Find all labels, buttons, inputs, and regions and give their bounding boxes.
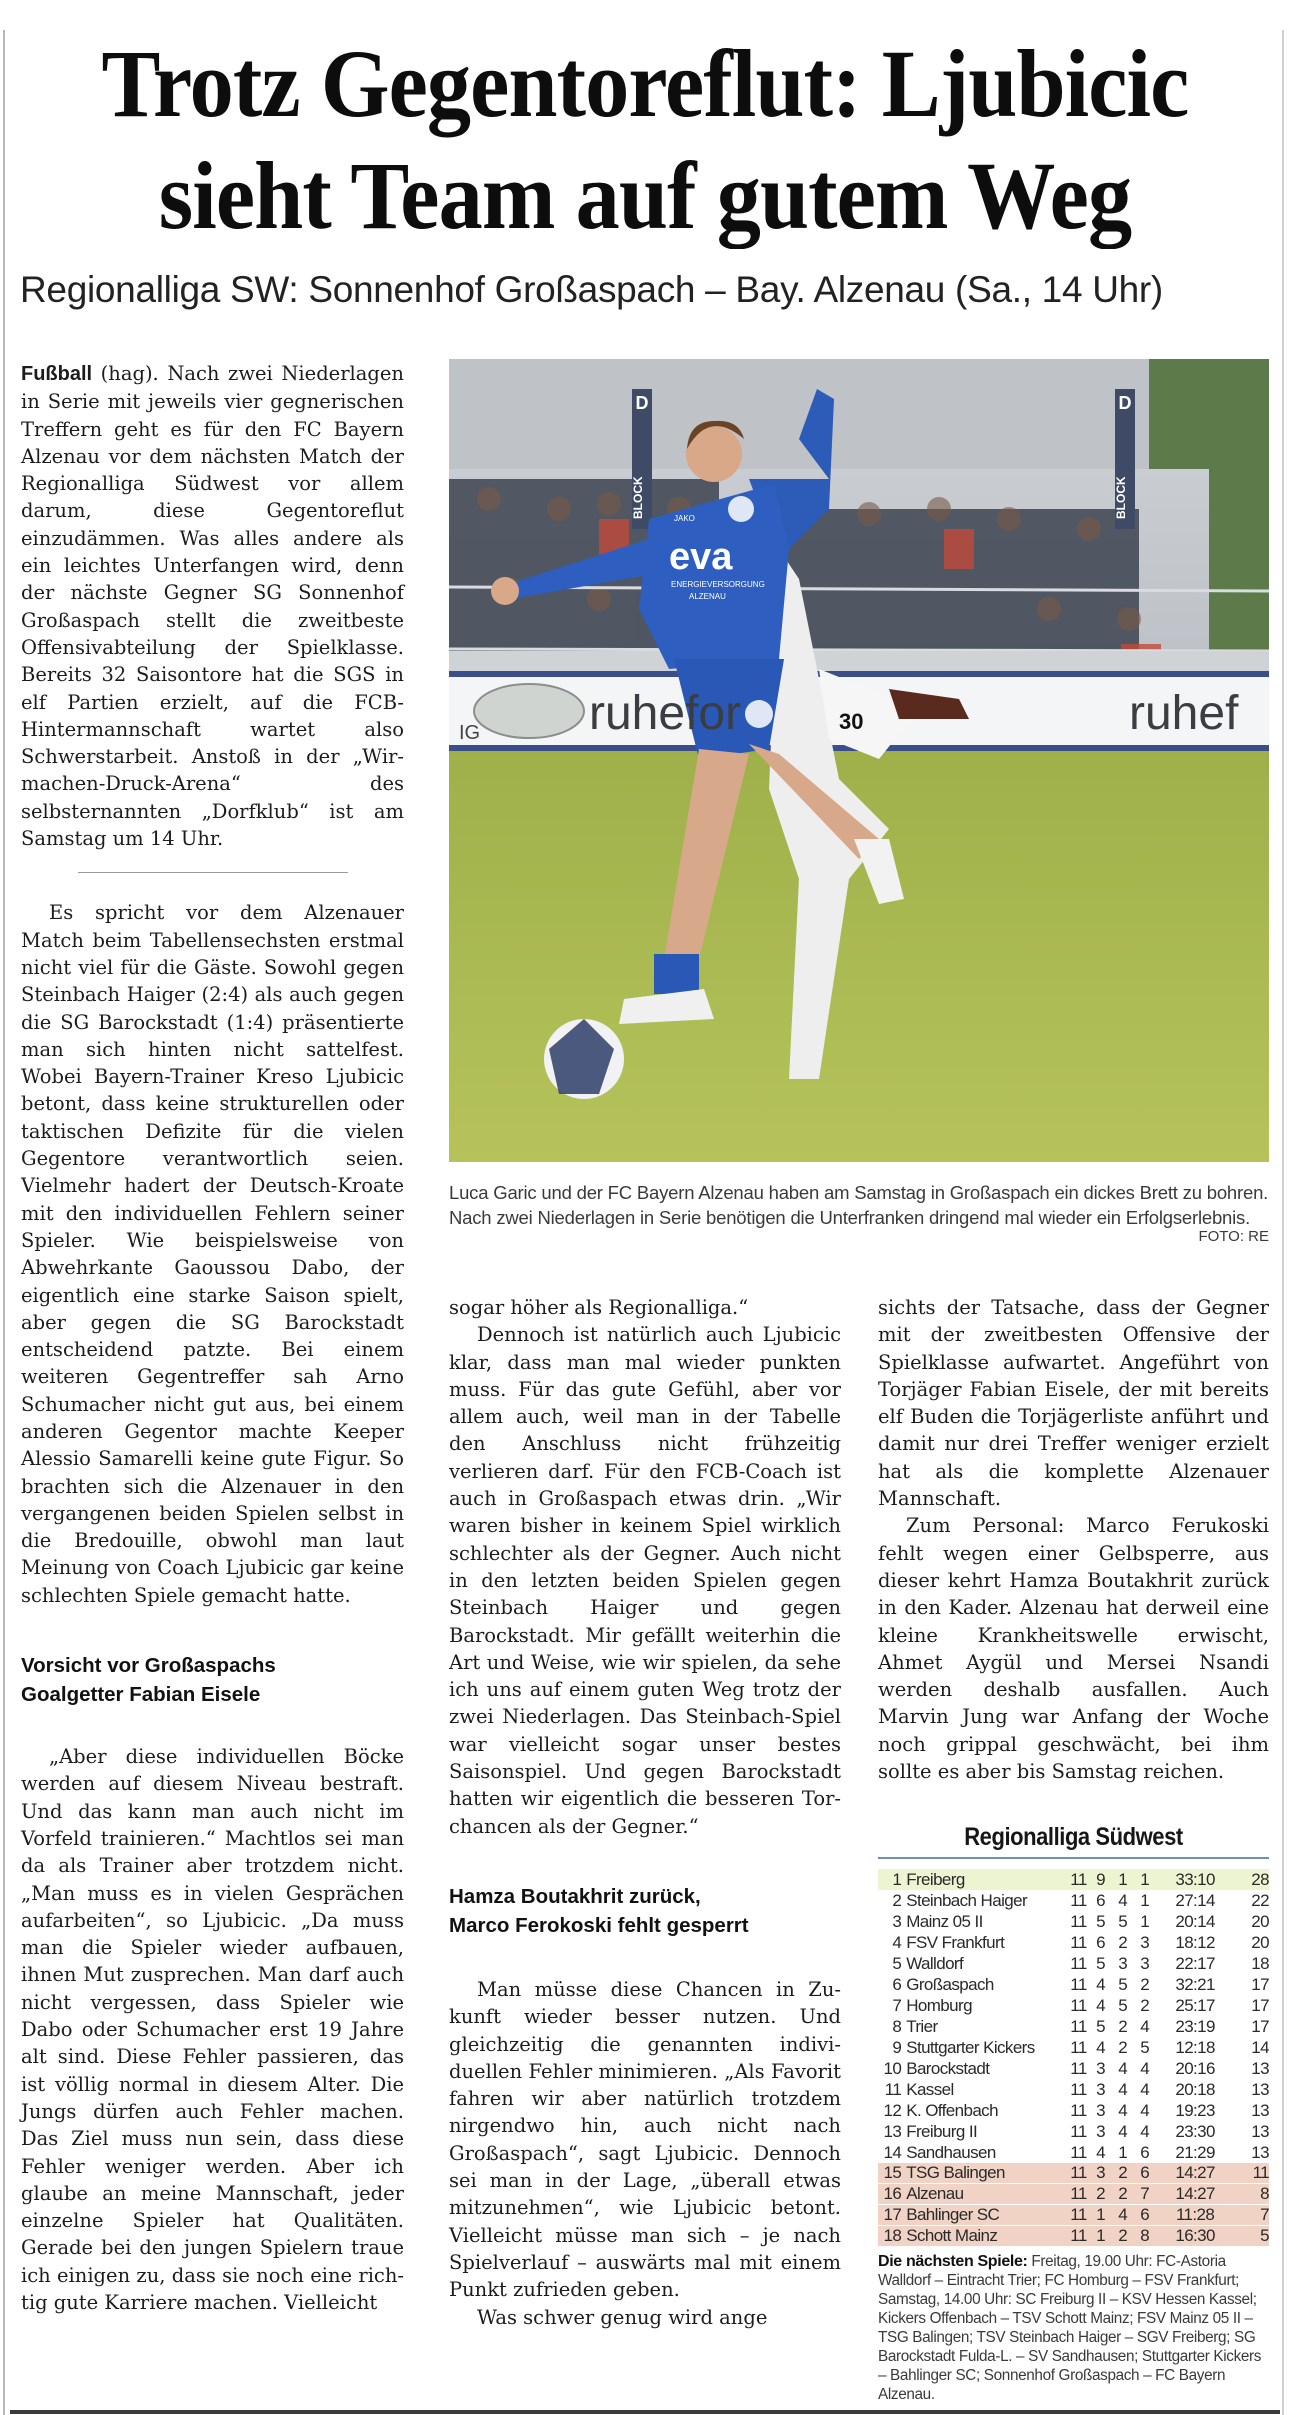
svg-text:IG: IG [459,722,481,744]
table-rank: 18 [883,2226,902,2245]
table-rank: 11 [884,2080,902,2099]
body-paragraph: „Aber diese individuellen Böcke werden auf diesem Niveau bestraft. Und das kann man auch nicht im Vorfeld trainieren.“ Machtlos sei man da als Trainer aber trotzdem nicht. „Man muss es in vielen Gesprächen aufarbeiten“, so Ljubicic. „Da muss man die Spieler wieder aufbauen, ihnen Mut zusprechen. Man darf auch nicht vergessen, dass Spieler wie Dabo oder Schumacher erst 19 Jahre alt sind. Diese Fehler passieren, das ist völlig normal in diesem Alter. Die Jungs dürfen auch Fehler machen. Das Ziel muss nun sein, dass diese Fehler weniger werden. Aber ich glaube an meine Mannschaft, jeder einzelne Spieler hat Qualitäten. Gerade bei den jungen Spielern traue ich einigen zu, dass sie noch eine richtig gute Karriere machen. Vielleicht [21,1745,404,2314]
body-paragraph: Zum Personal: Marco Ferukoski fehlt wegen einer Gelbsperre, aus dieser kehrt Hamza Boutakhrit zurück in den Kader. Alzenau hat derweil eine kleine Krankheitswelle erwischt, Ahmet Aygül und Mersei Nsandi werden deshalb ausfallen. Auch Marvin Jung war Anfang der Woche noch grippal geschwächt, bei ihm sollte es aber bis Samstag reichen. [878,1514,1269,1784]
block-sign-right [1114,389,1135,529]
table-goals: 14:27 [1175,2184,1215,2203]
body-paragraph-continuation: sichts der Tatsache, dass der Gegner mit der zweitbesten Offensive der Spielklasse aufwartet. Angeführt von Torjäger Fabian Eisele, der mit bereits elf Buden die Torjägerliste anführt und damit nur drei Treffer weniger erzielt hat als die komplette Alzenauer Mannschaft. [878,1296,1269,1511]
table-team: Homburg [906,1996,972,2015]
table-lost: 2 [1140,1975,1150,1994]
table-team: Bahlinger SC [906,2205,1000,2224]
table-goals: 23:30 [1175,2122,1215,2141]
table-row [878,2163,1269,2183]
table-points: 13 [1251,2080,1269,2099]
table-points: 17 [1251,2017,1269,2036]
table-row [878,2058,1269,2079]
bottom-rule [10,2410,1280,2414]
table-row [878,1974,1269,1995]
table-played: 11 [1070,2163,1087,2182]
article-column-3 [878,1294,1269,1785]
table-points: 28 [1251,1870,1269,1889]
table-played: 11 [1070,2184,1087,2203]
table-drawn: 5 [1118,1975,1128,1994]
table-won: 4 [1096,1975,1105,1994]
table-drawn: 4 [1118,2080,1128,2099]
subhead-personal-line-2: Marco Ferokoski fehlt gesperrt [449,1913,749,1937]
table-lost: 1 [1140,1891,1150,1910]
table-row [878,2142,1269,2163]
table-goals: 22:17 [1175,1954,1215,1973]
table-played: 11 [1070,1870,1087,1889]
table-points: 13 [1251,2059,1269,2078]
table-goals: 27:14 [1175,1891,1215,1910]
table-row [878,1953,1269,1974]
football [544,1019,624,1099]
table-team: TSG Balingen [906,2163,1005,2182]
subhead-eisele-line-1: Vorsicht vor Großaspachs [21,1654,276,1678]
table-points: 13 [1251,2122,1269,2141]
table-drawn: 2 [1118,2184,1128,2203]
headline [64,28,1225,252]
table-drawn: 4 [1118,2122,1128,2141]
table-goals: 12:18 [1175,2038,1215,2057]
table-won: 2 [1096,2184,1105,2203]
table-goals: 14:27 [1175,2163,1215,2182]
table-won: 5 [1096,2017,1105,2036]
table-played: 11 [1070,1912,1087,1931]
table-won: 3 [1096,2059,1105,2078]
table-won: 4 [1096,2038,1105,2057]
table-goals: 20:18 [1175,2080,1215,2099]
table-goals: 21:29 [1175,2143,1215,2162]
table-drawn: 2 [1118,2038,1128,2057]
table-drawn: 1 [1118,2143,1128,2162]
table-row [878,1995,1269,2016]
table-rank: 6 [892,1975,902,1994]
table-row [878,2121,1269,2142]
article-column-1 [21,360,404,2316]
table-team: FSV Frankfurt [906,1933,1005,1952]
table-drawn: 4 [1118,1891,1128,1910]
table-team: Mainz 05 II [906,1912,983,1931]
table-rank: 16 [883,2184,902,2203]
svg-text:D: D [635,393,649,413]
table-lost: 4 [1140,2101,1150,2120]
table-won: 1 [1096,2226,1105,2245]
table-goals: 32:21 [1175,1975,1215,1994]
league-table-rule [878,1857,1269,1859]
table-lost: 8 [1140,2226,1150,2245]
table-team: Großaspach [906,1975,994,1994]
table-lost: 4 [1140,2122,1150,2141]
table-goals: 20:14 [1175,1912,1215,1931]
table-goals: 25:17 [1175,1996,1215,2015]
table-won: 3 [1096,2122,1105,2141]
table-lost: 6 [1140,2205,1150,2224]
lead-paragraph [21,360,404,852]
table-rank: 13 [883,2122,902,2141]
lead-label: Fußball [21,363,93,385]
caption-text: Luca Garic und der FC Bayern Alzenau haben am Samstag in Großaspach ein dickes Brett zu bohren. Nach zwei Niederlagen in Serie benötigen die Unterfranken dringend mal wieder ein Erfolgserlebnis. [449,1182,1269,1228]
subhead-personal [449,1882,841,1940]
table-row [878,2079,1269,2100]
table-lost: 5 [1140,2038,1150,2057]
board-text: ruhefor [589,687,742,740]
table-rank: 4 [892,1933,902,1952]
table-points: 20 [1251,1912,1269,1931]
table-rank: 5 [892,1954,902,1973]
page-border-right [1282,30,1284,2415]
table-lost: 2 [1140,1996,1150,2015]
table-rank: 9 [892,2038,902,2057]
table-won: 6 [1096,1891,1105,1910]
table-team: Trier [906,2017,938,2036]
next-games-text: Freitag, 19.00 Uhr: FC-Astoria Walldorf – Eintracht Trier; FC Homburg – FSV Frankfurt; Samstag, 14.00 Uhr: SC Freiburg II – KSV Hessen Kassel; Kickers Offenbach – TSV Schott Mainz; FSV Mainz 05 II – TSG Balingen; TSV Steinbach Haiger – SGV Freiberg; SG Barockstadt Fulda-L. – SV Sandhausen; Stuttgarter Kickers – Bahlinger SC; Sonnenhof Großaspach – FC Bayern Alzenau. [878,2253,1262,2403]
table-played: 11 [1070,1891,1087,1910]
table-rank: 3 [892,1912,902,1931]
table-points: 7 [1260,2205,1269,2224]
table-goals: 19:23 [1175,2101,1215,2120]
table-played: 11 [1070,1954,1087,1973]
next-games-label: Die nächsten Spiele: [878,2253,1028,2270]
table-points: 17 [1251,1975,1269,1994]
table-lost: 4 [1140,2080,1150,2099]
svg-text:30: 30 [839,709,864,734]
table-won: 6 [1096,1933,1105,1952]
next-games [878,2252,1269,2404]
table-lost: 1 [1140,1912,1150,1931]
table-won: 9 [1096,1870,1105,1889]
svg-text:ruhef: ruhef [1129,687,1239,740]
table-row [878,2100,1269,2121]
table-rank: 14 [883,2143,902,2162]
subhead-eisele [21,1651,404,1709]
table-won: 5 [1096,1912,1105,1931]
table-rank: 8 [892,2017,902,2036]
table-points: 5 [1260,2226,1269,2245]
table-won: 4 [1096,1996,1105,2015]
table-team: Freiburg II [906,2122,978,2141]
table-points: 20 [1251,1933,1269,1952]
table-team: Kassel [906,2080,954,2099]
table-won: 3 [1096,2101,1105,2120]
table-row [878,1932,1269,1953]
svg-text:JAKO: JAKO [674,514,695,523]
table-team: Steinbach Haiger [906,1891,1028,1910]
table-goals: 11:28 [1175,2205,1215,2224]
stadium-roof [449,359,1269,479]
svg-text:ENERGIEVERSORGUNG: ENERGIEVERSORGUNG [671,580,765,589]
table-lost: 6 [1140,2163,1150,2182]
table-goals: 16:30 [1175,2226,1215,2245]
table-lost: 3 [1140,1933,1150,1952]
table-team: K. Offenbach [906,2101,998,2120]
table-rank: 2 [892,1891,902,1910]
table-team: Stuttgarter Kickers [906,2038,1035,2057]
table-played: 11 [1070,2205,1087,2224]
table-points: 18 [1251,1954,1269,1973]
table-team: Sandhausen [906,2143,996,2162]
table-rank: 15 [883,2163,902,2182]
table-played: 11 [1070,2038,1087,2057]
table-points: 11 [1252,2163,1269,2182]
table-drawn: 1 [1118,1870,1128,1889]
body-paragraph: Man müsse diese Chancen in Zukunft wieder besser nutzen. Und gleichzeitig die genannten individuellen Fehler minimieren. „Als Favorit fahren wir aber natürlich trotzdem nirgendwo hin, auch nicht nach Großaspach“, sagt Ljubicic. Dennoch sei man in der Lage, „überall etwas mitzunehmen“, wie Ljubicic betont. Vielleicht müsse man sich – je nach Spielverlauf – auswärts mal mit einem Punkt zufrieden geben. [449,1977,841,2302]
svg-text:eva: eva [669,536,733,578]
table-lost: 4 [1140,2059,1150,2078]
table-points: 14 [1251,2038,1269,2057]
body-paragraph: Dennoch ist natürlich auch Ljubicic klar, dass man mal wieder punkten muss. Für das gute Gefühl, aber vor allem auch, weil man in der Tabelle den Anschluss nicht frühzeitig verlieren darf. Für den FCB-Coach ist auch in Großaspach etwas drin. „Wir waren bisher in keinem Spiel wirklich schlechter als der Gegner. Auch nicht in den letzten beiden Spielen gegen Steinbach Haiger und gegen Barockstadt. Mir gefällt weiterhin die Art und Weise, wie wir spielen, da sehe ich uns auf einem guten Weg trotz der zwei Niederlagen. Das Steinbach-Spiel war vielleicht sogar unser bestes Saisonspiel. Und gegen Barockstadt hatten wir eigentlich die besseren Torchancen als der Gegner.“ [449,1323,841,1838]
football-photo-illustration [449,359,1269,1162]
table-points: 8 [1260,2184,1269,2203]
table-rank: 17 [883,2205,902,2224]
table-played: 11 [1070,2143,1087,2162]
table-played: 11 [1070,1996,1087,2015]
table-won: 4 [1096,2143,1105,2162]
table-rank: 7 [892,1996,902,2015]
table-rank: 12 [883,2101,902,2120]
svg-text:BLOCK: BLOCK [1114,476,1128,519]
body-paragraph: Es spricht vor dem Alzenauer Match beim Tabellensechsten erstmal nicht viel für die Gäste. Sowohl gegen Steinbach Haiger (2:4) als auch gegen die SG Barockstadt (1:4) präsentierte man sich hinten nicht sattelfest. Wobei Bayern-Trainer Kreso Ljubicic betont, dass keine strukturellen oder taktischen Defizite für die vielen Gegentore verantwortlich seien. Vielmehr hadert der Deutsch-Kroate mit den individuellen Fehlern seiner Spieler. Wie beispielsweise von Abwehrkante Gaoussou Dabo, der eigentlich eine starke Saison spielt, aber gegen die SG Barockstadt entscheidend patzte. Bei einem weiteren Gegentreffer sah Arno Schumacher nicht gut aus, bei einem anderen Gegentor machte Keeper Alessio Samarelli keine gute Figur. So brachten sich die Alzenauer in den vergangenen beiden Spielen selbst in die Bredouille, obwohl man laut Meinung von Coach Ljubicic gar keine schlechten Spiele gemacht hatte. [21,901,404,1607]
table-lost: 6 [1140,2143,1150,2162]
subhead-eisele-line-2: Goalgetter Fabian Eisele [21,1683,261,1707]
table-row [878,2016,1269,2037]
headline-line-1: Trotz Gegentoreflut: Ljubicic [101,30,1189,137]
page-border-left [3,30,5,2415]
table-played: 11 [1070,2080,1087,2099]
body-paragraph-continuation: sogar höher als Regionalliga.“ [449,1296,749,1319]
league-table [878,1812,1269,2404]
table-drawn: 2 [1118,1933,1128,1952]
lead-text: (hag). Nach zwei Niederlagen in Serie mit jeweils vier gegnerischen Treffern geht es für den FC Bayern Alzenau vor dem nächsten Match der Regionalliga Südwest vor allem darum, diese Gegentoreflut einzudämmen. Was alles andere als ein leichtes Unterfangen wird, denn der nächste Gegner SG Sonnenhof Großaspach stellt die zweitbeste Offensivabteilung der Spielklasse. Bereits 32 Saisontore hat die SGS in elf Partien erzielt, auf die FCB-Hintermannschaft wartet also Schwerstarbeit. Anstoß in der „Wir-machen-Druck-Arena“ des selbsternannten „Dorfklub“ ist am Samstag um 14 Uhr. [21,362,404,851]
article-photo [449,359,1269,1162]
table-played: 11 [1070,2017,1087,2036]
table-goals: 23:19 [1175,2017,1215,2036]
table-drawn: 4 [1118,2101,1128,2120]
table-lost: 1 [1140,1870,1150,1889]
table-won: 3 [1096,2080,1105,2099]
table-played: 11 [1070,2226,1087,2245]
table-row [878,2226,1269,2246]
table-lost: 4 [1140,2017,1150,2036]
photo-caption [449,1180,1269,1246]
table-row [878,1890,1269,1911]
body-paragraph: Was schwer genug wird ange [477,2305,768,2329]
table-row [878,2184,1269,2204]
table-row [878,2037,1269,2058]
table-rank: 10 [883,2059,902,2078]
subhead-personal-line-1: Hamza Boutakhrit zurück, [449,1884,701,1908]
table-played: 11 [1070,2101,1087,2120]
table-goals: 33:10 [1175,1870,1215,1889]
table-team: Barockstadt [906,2059,990,2078]
table-won: 3 [1096,2163,1105,2182]
block-sign-left [631,389,652,529]
table-drawn: 5 [1118,1996,1128,2015]
svg-text:ALZENAU: ALZENAU [689,592,726,601]
table-played: 11 [1070,2059,1087,2078]
table-drawn: 5 [1118,1912,1128,1931]
table-row [878,1911,1269,1932]
table-lost: 7 [1140,2184,1150,2203]
table-won: 1 [1096,2205,1105,2224]
table-points: 13 [1251,2101,1269,2120]
table-points: 17 [1251,1996,1269,2015]
table-team: Walldorf [906,1954,964,1973]
article-column-2 [449,1294,841,2331]
svg-text:BLOCK: BLOCK [631,476,645,519]
table-played: 11 [1070,2122,1087,2141]
table-goals: 18:12 [1175,1933,1215,1952]
svg-text:D: D [1118,393,1132,413]
table-team: Freiberg [906,1870,965,1889]
table-drawn: 4 [1118,2205,1128,2224]
table-points: 22 [1251,1891,1269,1910]
table-lost: 3 [1140,1954,1150,1973]
table-row [878,2205,1269,2225]
league-table-rows [878,1869,1269,2246]
table-drawn: 2 [1118,2017,1128,2036]
table-played: 11 [1070,1933,1087,1952]
table-drawn: 2 [1118,2163,1128,2182]
table-goals: 20:16 [1175,2059,1215,2078]
photo-credit: FOTO: RE [1198,1228,1269,1245]
table-drawn: 2 [1118,2226,1128,2245]
table-rank: 1 [892,1870,902,1889]
headline-line-2: sieht Team auf gutem Weg [158,142,1132,249]
table-points: 13 [1251,2143,1269,2162]
table-team: Alzenau [906,2184,964,2203]
table-drawn: 4 [1118,2059,1128,2078]
subheadline: Regionalliga SW: Sonnenhof Großaspach – Bay. Alzenau (Sa., 14 Uhr) [20,269,1163,310]
table-won: 5 [1096,1954,1105,1973]
table-row [878,1869,1269,1890]
table-drawn: 3 [1118,1954,1128,1973]
table-team: Schott Mainz [906,2226,998,2245]
section-divider [78,872,348,873]
league-table-title: Regionalliga Südwest [964,1823,1183,1851]
table-played: 11 [1070,1975,1087,1994]
